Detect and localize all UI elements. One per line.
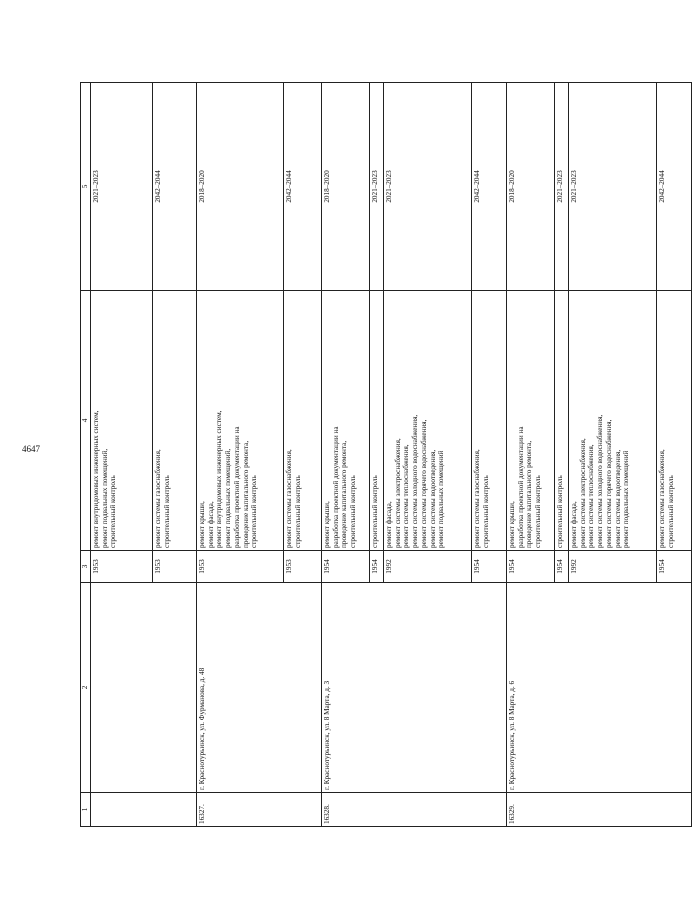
work-line: ремонт системы газоснабжения, — [153, 449, 162, 548]
work-line: строительный контроль — [109, 475, 118, 548]
row-number-cell: 16327. — [196, 793, 321, 827]
year-cell: 1953 — [283, 551, 321, 583]
works-cell — [369, 291, 383, 551]
period-cell: 2042–2044 — [283, 83, 321, 291]
work-line: разработка проектной документации на — [232, 426, 241, 548]
work-line: разработка проектной документации на — [331, 426, 340, 548]
column-header: 4 — [81, 291, 91, 551]
work-line: строительный контроль — [349, 475, 358, 548]
works-cell — [506, 291, 554, 551]
address-cell: г. Краснотурьинск, ул. 8 Марта, д. 3 — [321, 583, 506, 793]
period-cell: 2042–2044 — [656, 83, 691, 291]
work-line: ремонт крыши, — [197, 501, 206, 548]
work-line: ремонт системы теплоснабжения, — [402, 444, 411, 548]
works-cell — [152, 291, 196, 551]
work-line: ремонт подвальных помещений — [622, 450, 631, 548]
period-cell: 2021–2023 — [369, 83, 383, 291]
works-cell — [283, 291, 321, 551]
work-line: строительный контроль — [534, 475, 543, 548]
work-line: ремонт фасада, — [569, 501, 578, 548]
works-cell — [196, 291, 283, 551]
work-line: ремонт системы горячего водоснабжения, — [604, 419, 613, 548]
period-cell: 2018–2020 — [321, 83, 369, 291]
work-line: строительный контроль — [293, 475, 302, 548]
period-cell: 2042–2044 — [471, 83, 506, 291]
year-cell: 1954 — [321, 551, 369, 583]
period-cell: 2042–2044 — [152, 83, 196, 291]
period-cell: 2021–2023 — [383, 83, 471, 291]
work-line: ремонт внутридомовых инженерных систем, — [91, 410, 100, 548]
year-cell: 1954 — [369, 551, 383, 583]
work-line: строительный контроль — [370, 475, 379, 548]
work-line: проведение капитального ремонта, — [241, 440, 250, 548]
work-line: проведение капитального ремонта, — [340, 440, 349, 548]
work-line: ремонт крыши, — [322, 501, 331, 548]
column-header: 1 — [81, 793, 91, 827]
period-cell: 2018–2020 — [196, 83, 283, 291]
works-cell — [90, 291, 152, 551]
work-line: разработка проектной документации на — [516, 426, 525, 548]
work-line: ремонт фасада, — [206, 501, 215, 548]
work-line: ремонт системы электроснабжения, — [578, 438, 587, 548]
table-row — [506, 83, 554, 827]
work-line: ремонт системы холодного водоснабжения, — [596, 414, 605, 548]
column-header: 2 — [81, 583, 91, 793]
work-line: ремонт системы горячего водоснабжения, — [419, 419, 428, 548]
column-header: 3 — [81, 551, 91, 583]
period-cell: 2021–2023 — [554, 83, 568, 291]
work-line: строительный контроль — [481, 475, 490, 548]
work-line: проведение капитального ремонта, — [525, 440, 534, 548]
table-row — [90, 83, 152, 827]
works-cell — [656, 291, 691, 551]
period-cell: 2021–2023 — [90, 83, 152, 291]
work-line: ремонт подвальных помещений, — [224, 448, 233, 548]
work-line: строительный контроль — [555, 475, 564, 548]
rotated-page — [80, 0, 675, 905]
work-line: ремонт подвальных помещений — [437, 450, 446, 548]
work-line: строительный контроль — [162, 475, 171, 548]
row-number-cell — [90, 793, 196, 827]
work-line: ремонт системы электроснабжения, — [393, 438, 402, 548]
year-cell: 1953 — [90, 551, 152, 583]
address-cell — [90, 583, 196, 793]
year-cell: 1954 — [554, 551, 568, 583]
address-cell: г. Краснотурьинск, ул. Фурманова, д. 48 — [196, 583, 321, 793]
work-line: ремонт системы газоснабжения, — [657, 449, 666, 548]
period-cell: 2018–2020 — [506, 83, 554, 291]
work-line: строительный контроль — [666, 475, 675, 548]
work-line: ремонт внутридомовых инженерных систем, — [215, 410, 224, 548]
period-cell: 2021–2023 — [568, 83, 656, 291]
year-cell: 1954 — [471, 551, 506, 583]
work-line: ремонт системы водоотведения, — [613, 449, 622, 548]
address-cell: г. Краснотурьинск, ул. 8 Марта, д. 6 — [506, 583, 691, 793]
row-number-cell: 16328. — [321, 793, 506, 827]
work-line: ремонт системы газоснабжения, — [284, 449, 293, 548]
works-cell — [568, 291, 656, 551]
row-number-cell: 16329. — [506, 793, 691, 827]
repair-schedule-table — [80, 82, 692, 827]
table-row — [196, 83, 283, 827]
year-cell: 1954 — [656, 551, 691, 583]
work-line: ремонт системы теплоснабжения, — [587, 444, 596, 548]
work-line: ремонт системы холодного водоснабжения, — [411, 414, 420, 548]
year-cell: 1954 — [506, 551, 554, 583]
year-cell: 1992 — [383, 551, 471, 583]
works-cell — [554, 291, 568, 551]
works-cell — [383, 291, 471, 551]
work-line: ремонт фасада, — [384, 501, 393, 548]
page-number: 4647 — [22, 444, 40, 454]
column-header-row — [81, 83, 91, 827]
works-cell — [471, 291, 506, 551]
table-row — [321, 83, 369, 827]
work-line: ремонт системы газоснабжения, — [472, 449, 481, 548]
work-line: ремонт системы водоотведения, — [428, 449, 437, 548]
work-line: ремонт подвальных помещений, — [100, 448, 109, 548]
work-line: ремонт крыши, — [507, 501, 516, 548]
year-cell: 1953 — [196, 551, 283, 583]
column-header: 5 — [81, 83, 91, 291]
works-cell — [321, 291, 369, 551]
year-cell: 1992 — [568, 551, 656, 583]
work-line: строительный контроль — [250, 475, 259, 548]
year-cell: 1953 — [152, 551, 196, 583]
